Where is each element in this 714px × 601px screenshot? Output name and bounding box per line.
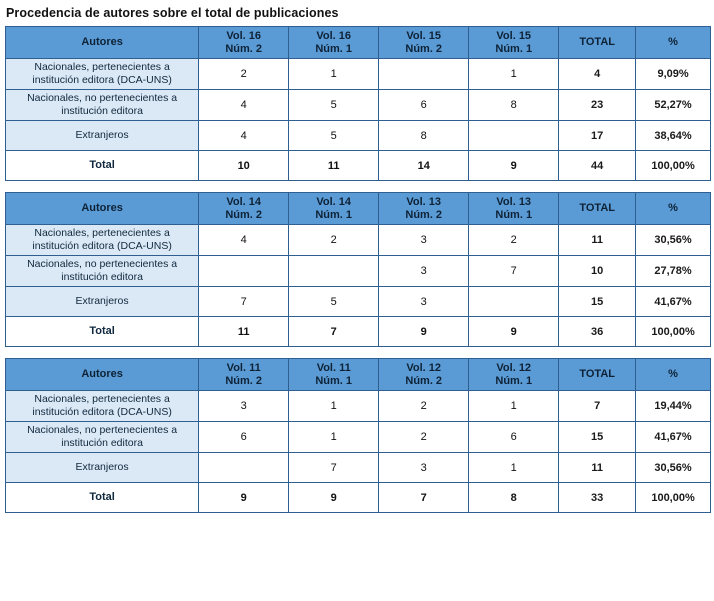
value-cell: 5: [289, 90, 379, 121]
column-header-percent: %: [636, 359, 711, 391]
value-cell: [199, 453, 289, 483]
value-cell: 2: [469, 225, 559, 256]
row-label-line2: institución editora: [61, 271, 143, 283]
value-cell: 6: [199, 422, 289, 453]
column-header-volume-line1: Vol. 12: [406, 361, 442, 374]
column-header-volume-line2: Núm. 2: [225, 374, 263, 387]
column-header-volume-line2: Núm. 1: [315, 374, 353, 387]
column-header-volume-line1: Vol. 16: [316, 29, 352, 42]
value-cell: 7: [379, 483, 469, 513]
column-header-volume-line2: Núm. 2: [225, 208, 263, 221]
column-header-autores: Autores: [6, 193, 199, 225]
column-header-volume: [469, 193, 559, 225]
value-cell: 4: [199, 225, 289, 256]
column-header-volume: [379, 27, 469, 59]
row-label-cell: [6, 225, 199, 256]
row-label-line1: Nacionales, pertenecientes a: [34, 393, 170, 405]
column-header-volume: [379, 359, 469, 391]
row-label-line2: institución editora: [61, 437, 143, 449]
table-row: [6, 256, 711, 287]
value-cell: 9: [289, 483, 379, 513]
column-header-volume: [289, 193, 379, 225]
row-label-line2: institución editora (DCA-UNS): [32, 406, 172, 418]
table-row: [6, 453, 711, 483]
column-header-volume: [199, 359, 289, 391]
column-header-volume-line1: Vol. 12: [496, 361, 532, 374]
row-label-cell: [6, 151, 199, 181]
column-header-volume-line2: Núm. 1: [495, 208, 533, 221]
row-percent-cell: 19,44%: [636, 391, 711, 422]
row-total-cell: 7: [559, 391, 636, 422]
table-header-row: [6, 193, 711, 225]
value-cell: 1: [469, 453, 559, 483]
column-header-volume-line1: Vol. 15: [406, 29, 442, 42]
row-label-cell: [6, 422, 199, 453]
value-cell: 6: [469, 422, 559, 453]
row-total-cell: 23: [559, 90, 636, 121]
table-row: [6, 59, 711, 90]
row-label-cell: [6, 391, 199, 422]
value-cell: 1: [469, 59, 559, 90]
row-total-cell: 15: [559, 287, 636, 317]
row-percent-cell: 52,27%: [636, 90, 711, 121]
row-label-line1: Nacionales, pertenecientes a: [34, 61, 170, 73]
value-cell: 1: [289, 422, 379, 453]
row-percent-cell: 41,67%: [636, 287, 711, 317]
column-header-volume: [289, 27, 379, 59]
column-header-autores: Autores: [6, 27, 199, 59]
tables-container: [4, 26, 710, 513]
page-title: Procedencia de autores sobre el total de publicaciones: [6, 6, 339, 20]
value-cell: [199, 256, 289, 287]
row-label-line1: Extranjeros: [75, 295, 129, 307]
value-cell: 9: [199, 483, 289, 513]
column-header-volume-line1: Vol. 13: [406, 195, 442, 208]
value-cell: 1: [289, 391, 379, 422]
value-cell: 9: [379, 317, 469, 347]
column-header-volume: [199, 27, 289, 59]
column-header-volume: [289, 359, 379, 391]
column-header-volume: [379, 193, 469, 225]
row-percent-cell: 30,56%: [636, 225, 711, 256]
value-cell: 11: [289, 151, 379, 181]
column-header-volume-line1: Vol. 13: [496, 195, 532, 208]
value-cell: 3: [379, 256, 469, 287]
column-header-total: TOTAL: [559, 359, 636, 391]
row-percent-cell: 9,09%: [636, 59, 711, 90]
value-cell: 2: [379, 422, 469, 453]
row-total-cell: 36: [559, 317, 636, 347]
value-cell: 3: [379, 453, 469, 483]
value-cell: 11: [199, 317, 289, 347]
value-cell: 9: [469, 317, 559, 347]
value-cell: 2: [379, 391, 469, 422]
row-total-cell: 15: [559, 422, 636, 453]
value-cell: 7: [289, 453, 379, 483]
value-cell: 4: [199, 90, 289, 121]
column-header-volume-line1: Vol. 16: [226, 29, 262, 42]
data-table: [5, 358, 711, 513]
value-cell: 8: [469, 90, 559, 121]
column-header-volume-line1: Vol. 15: [496, 29, 532, 42]
row-label-cell: [6, 287, 199, 317]
column-header-volume-line2: Núm. 1: [495, 374, 533, 387]
value-cell: 1: [289, 59, 379, 90]
table-row: [6, 483, 711, 513]
column-header-total: TOTAL: [559, 27, 636, 59]
value-cell: 6: [379, 90, 469, 121]
table-row: [6, 391, 711, 422]
value-cell: 5: [289, 121, 379, 151]
column-header-volume-line2: Núm. 2: [405, 42, 443, 55]
value-cell: 7: [289, 317, 379, 347]
column-header-volume-line2: Núm. 1: [315, 42, 353, 55]
row-percent-cell: 41,67%: [636, 422, 711, 453]
value-cell: 3: [379, 225, 469, 256]
column-header-volume-line2: Núm. 1: [495, 42, 533, 55]
row-label-line1: Nacionales, no pertenecientes a: [27, 258, 178, 270]
table-header-row: [6, 359, 711, 391]
value-cell: 2: [289, 225, 379, 256]
row-percent-cell: 100,00%: [636, 317, 711, 347]
row-label-cell: [6, 256, 199, 287]
column-header-total: TOTAL: [559, 193, 636, 225]
column-header-volume-line1: Vol. 14: [316, 195, 352, 208]
row-label-cell: [6, 121, 199, 151]
column-header-volume-line2: Núm. 1: [315, 208, 353, 221]
column-header-volume-line1: Vol. 14: [226, 195, 262, 208]
row-label-line1: Nacionales, no pertenecientes a: [27, 424, 178, 436]
row-total-cell: 10: [559, 256, 636, 287]
row-label-cell: [6, 59, 199, 90]
table-header-row: [6, 27, 711, 59]
table-row: [6, 287, 711, 317]
value-cell: [469, 287, 559, 317]
column-header-volume: [469, 359, 559, 391]
table-row: [6, 317, 711, 347]
value-cell: 8: [379, 121, 469, 151]
row-label-line2: institución editora: [61, 105, 143, 117]
value-cell: 2: [199, 59, 289, 90]
row-label-line1: Extranjeros: [75, 461, 129, 473]
value-cell: [289, 256, 379, 287]
row-percent-cell: 38,64%: [636, 121, 711, 151]
column-header-volume: [199, 193, 289, 225]
row-label-line1: Nacionales, pertenecientes a: [34, 227, 170, 239]
table-row: [6, 225, 711, 256]
row-percent-cell: 30,56%: [636, 453, 711, 483]
data-table: [5, 26, 711, 181]
table-row: [6, 151, 711, 181]
column-header-volume-line1: Vol. 11: [316, 361, 351, 374]
value-cell: 3: [199, 391, 289, 422]
value-cell: 1: [469, 391, 559, 422]
row-label-line2: institución editora (DCA-UNS): [32, 74, 172, 86]
row-label-line1: Total: [89, 325, 115, 337]
column-header-volume-line2: Núm. 2: [405, 374, 443, 387]
column-header-volume: [469, 27, 559, 59]
row-total-cell: 17: [559, 121, 636, 151]
row-percent-cell: 100,00%: [636, 151, 711, 181]
row-label-line1: Total: [89, 491, 115, 503]
row-label-line1: Extranjeros: [75, 129, 129, 141]
row-total-cell: 4: [559, 59, 636, 90]
row-total-cell: 33: [559, 483, 636, 513]
value-cell: 4: [199, 121, 289, 151]
row-total-cell: 11: [559, 225, 636, 256]
value-cell: 7: [469, 256, 559, 287]
column-header-volume-line2: Núm. 2: [405, 208, 443, 221]
column-header-percent: %: [636, 27, 711, 59]
row-label-cell: [6, 317, 199, 347]
column-header-volume-line1: Vol. 11: [226, 361, 261, 374]
value-cell: 14: [379, 151, 469, 181]
value-cell: [469, 121, 559, 151]
row-label-line1: Nacionales, no pertenecientes a: [27, 92, 178, 104]
value-cell: 7: [199, 287, 289, 317]
row-percent-cell: 27,78%: [636, 256, 711, 287]
row-label-cell: [6, 90, 199, 121]
table-row: [6, 422, 711, 453]
value-cell: [379, 59, 469, 90]
value-cell: 8: [469, 483, 559, 513]
value-cell: 10: [199, 151, 289, 181]
data-table: [5, 192, 711, 347]
value-cell: 5: [289, 287, 379, 317]
row-label-line1: Total: [89, 159, 115, 171]
value-cell: 9: [469, 151, 559, 181]
column-header-autores: Autores: [6, 359, 199, 391]
row-label-cell: [6, 483, 199, 513]
column-header-volume-line2: Núm. 2: [225, 42, 263, 55]
row-label-line2: institución editora (DCA-UNS): [32, 240, 172, 252]
table-row: [6, 121, 711, 151]
column-header-percent: %: [636, 193, 711, 225]
row-total-cell: 11: [559, 453, 636, 483]
row-percent-cell: 100,00%: [636, 483, 711, 513]
value-cell: 3: [379, 287, 469, 317]
row-label-cell: [6, 453, 199, 483]
table-row: [6, 90, 711, 121]
row-total-cell: 44: [559, 151, 636, 181]
